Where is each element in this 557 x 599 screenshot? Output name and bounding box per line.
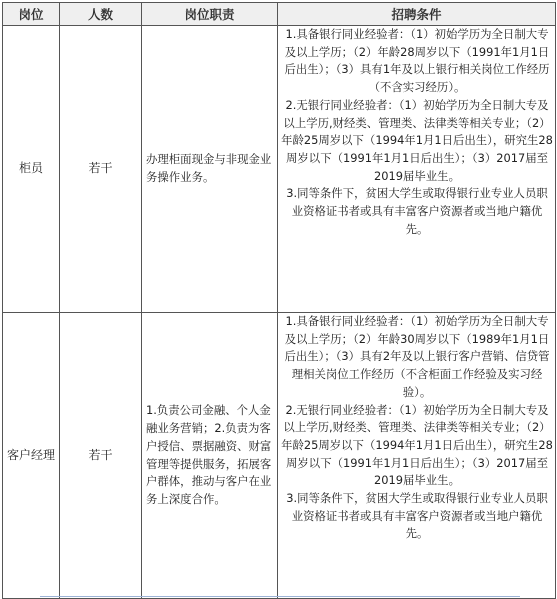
count-cell: 若干 (60, 313, 142, 599)
duty-cell: 1.负责公司金融、个人金融业务营销；2.负责为客户授信、票据融资、财富管理等提供服务，拓展客户群体，推动与客户在业务上深度合作。 (142, 313, 278, 599)
header-position: 岗位 (3, 3, 60, 26)
requirement-item: 2.无银行同业经验者：（1）初始学历为全日制大专及以上学历,财经类、管理类、法律类等相关专业；（2）年龄25周岁以下（1994年1月1日后出生），研究生28周岁以下（1991年1月1日后出生）；（3）2017届至2019届毕业生。 (281, 402, 553, 488)
header-duty: 岗位职责 (142, 3, 278, 26)
position-cell: 客户经理 (3, 313, 60, 599)
requirement-item: 1.具备银行同业经验者：（1）初始学历为全日制大专及以上学历；（2）年龄28周岁以下（1991年1月1日后出生）；（3）具有1年及以上银行相关岗位工作经历（不含实习经历）。 (284, 27, 550, 95)
header-count: 人数 (60, 3, 142, 26)
table-row (3, 26, 556, 313)
requirement-item: 3.同等条件下，贫困大学生或取得银行业专业人员职业资格证书者或具有丰富客户资源者或当地户籍优先。 (286, 491, 548, 541)
recruitment-table (2, 2, 556, 599)
requirement-item: 2.无银行同业经验者：（1）初始学历为全日制大专及以上学历,财经类、管理类、法律类等相关专业；（2）年龄25周岁以下（1994年1月1日后出生），研究生28周岁以下（1991年1月1日后出生）；（3）2017届至2019届毕业生。 (281, 97, 553, 183)
requirement-item: 3.同等条件下，贫困大学生或取得银行业专业人员职业资格证书者或具有丰富客户资源者或当地户籍优先。 (286, 186, 548, 236)
count-cell: 若干 (60, 26, 142, 313)
requirements-cell (278, 26, 556, 313)
header-requirements: 招聘条件 (278, 3, 556, 26)
page-divider (40, 596, 520, 597)
requirement-item: 1.具备银行同业经验者：（1）初始学历为全日制大专及以上学历；（2）年龄30周岁以下（1989年1月1日后出生）；（3）具有2年及以上银行客户营销、信贷管理相关岗位工作经历（不含柜面工作经验及实习经验）。 (284, 314, 550, 399)
table-row (3, 313, 556, 599)
position-cell: 柜员 (3, 26, 60, 313)
duty-cell: 办理柜面现金与非现金业务操作业务。 (142, 26, 278, 313)
table-header-row (3, 3, 556, 26)
requirements-cell (278, 313, 556, 599)
